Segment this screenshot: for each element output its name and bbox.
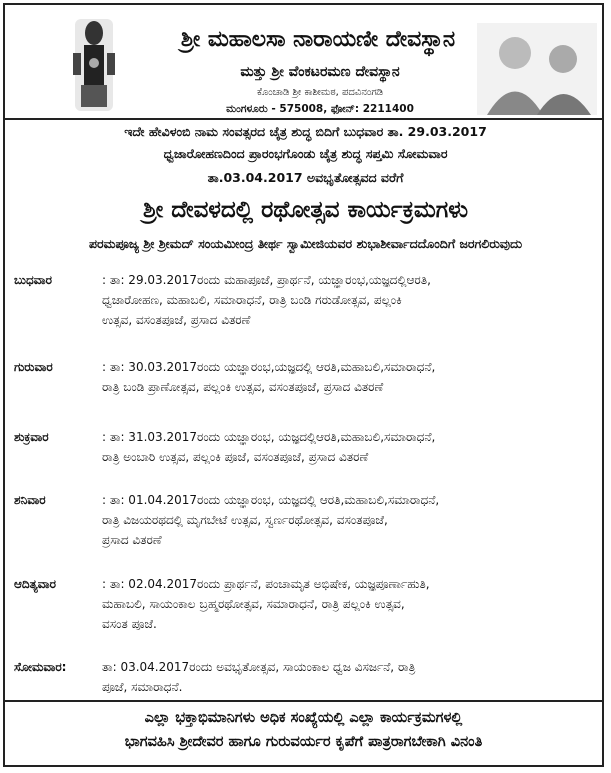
main-title: ಶ್ರೀ ದೇವಳದಲ್ಲಿ ರಥೋತ್ಸವ ಕಾರ್ಯಕ್ರಮಗಳು: [142, 197, 469, 223]
intro-line-3: ತಾ.03.04.2017 ಅವಭೃತೋತ್ಸವದ ವರೆಗೆ: [207, 170, 404, 185]
swamis-photo: [477, 23, 597, 115]
detail-line: ರಾತ್ರಿ ಬಂಡಿ ಪ್ರಾಣೋತ್ಸವ, ಪಲ್ಲಂಕಿ ಉತ್ಸವ, ವಸಂತಪೂಜೆ, ಪ್ರಸಾದ ವಿತರಣೆ: [102, 380, 384, 394]
day-details: [102, 490, 592, 550]
detail-line: : ತಾ: 30.03.2017ರಂದು ಯಜ್ಞಾರಂಭ,ಯಜ್ಞದಲ್ಲಿ ಆರತಿ,ಮಹಾಬಲಿ,ಸಮಾರಾಧನೆ,: [102, 360, 436, 374]
detail-line: ಪ್ರಸಾದ ವಿತರಣೆ: [102, 533, 162, 547]
detail-line: : ತಾ: 31.03.2017ರಂದು ಯಜ್ಞಾರಂಭ, ಯಜ್ಞದಲ್ಲಿಆರತಿ,ಮಹಾಬಲಿ,ಸಮಾರಾಧನೆ,: [102, 430, 436, 444]
temple-subtitle: ಮತ್ತು ಶ್ರೀ ವೆಂಕಟರಮಣ ದೇವಸ್ಥಾನ: [240, 64, 400, 80]
intro-line-1: ಇದೇ ಹೇವಿಳಂಬಿ ನಾಮ ಸಂವತ್ಸರದ ಚೈತ್ರ ಶುದ್ಧ ಬಿದಿಗೆ ಬುಧವಾರ ತಾ. 29.03.2017: [124, 124, 487, 139]
detail-line: ಮಹಾಬಲಿ, ಸಾಯಂಕಾಲ ಬ್ರಹ್ಮರಥೋತ್ಸವ, ಸಮಾರಾಧನೆ, ರಾತ್ರಿ ಪಲ್ಲಂಕಿ ಉತ್ಸವ,: [102, 597, 405, 611]
day-details: [102, 657, 592, 697]
footer-line-2: ಭಾಗವಹಿಸಿ ಶ್ರೀದೇವರ ಹಾಗೂ ಗುರುವರ್ಯರ ಕೃಪೆಗೆ ಪಾತ್ರರಾಗಬೇಕಾಗಿ ವಿನಂತಿ: [124, 734, 483, 750]
day-name: ಬುಧವಾರ: [14, 273, 52, 287]
header: [5, 5, 602, 118]
temple-title: ಶ್ರೀ ಮಹಾಲಸಾ ನಾರಾಯಣೀ ದೇವಸ್ಥಾನ: [180, 27, 456, 52]
detail-line: : ತಾ: 02.04.2017ರಂದು ಪ್ರಾರ್ಥನೆ, ಪಂಚಾಮೃತ ಅಭಿಷೇಕ, ಯಜ್ಞಪೂರ್ಣಾಹುತಿ,: [102, 577, 430, 591]
day-name: ಶನಿವಾರ: [14, 493, 46, 507]
detail-line: ತಾ: 03.04.2017ರಂದು ಅವಭೃತೋತ್ಸವ, ಸಾಯಂಕಾಲ ಧ್ವಜ ವಿಸರ್ಜನೆ, ರಾತ್ರಿ: [102, 660, 416, 674]
day-name: ಸೋಮವಾರ:: [14, 660, 67, 674]
detail-line: ರಾತ್ರಿ ಅಂಬಾರಿ ಉತ್ಸವ, ಪಲ್ಲಂಕಿ ಪೂಜೆ, ವಸಂತಪೂಜೆ, ಪ್ರಸಾದ ವಿತರಣೆ: [102, 450, 369, 464]
day-details: [102, 574, 592, 634]
detail-line: : ತಾ: 29.03.2017ರಂದು ಮಹಾಪೂಜೆ, ಪ್ರಾರ್ಥನೆ, ಯಜ್ಞಾರಂಭ,ಯಜ್ಞದಲ್ಲಿಆರತಿ,: [102, 273, 431, 287]
day-details: [102, 427, 592, 467]
detail-line: ಧ್ವಜಾರೋಹಣ, ಮಹಾಬಲಿ, ಸಮಾರಾಧನೆ, ರಾತ್ರಿ ಬಂಡಿ ಗರುಡೋತ್ಸವ, ಪಲ್ಲಂಕಿ: [102, 293, 402, 307]
detail-line: ಪೂಜೆ, ಸಮಾರಾಧನೆ.: [102, 680, 183, 694]
day-name: ಶುಕ್ರವಾರ: [14, 430, 49, 444]
divider: [5, 118, 602, 120]
footer-line-1: ಎಲ್ಲಾ ಭಕ್ತಾಭಿಮಾನಿಗಳು ಅಧಿಕ ಸಂಖ್ಯೆಯಲ್ಲಿ ಎಲ್ಲಾ ಕಾರ್ಯಕ್ರಮಗಳಲ್ಲಿ: [144, 710, 463, 726]
intro-line-2: ಧ್ವಜಾರೋಹಣದಿಂದ ಪ್ರಾರಂಭಗೊಂಡು ಚೈತ್ರ ಶುದ್ಧ ಸಪ್ತಮಿ ಸೋಮವಾರ: [163, 146, 448, 161]
divider: [5, 700, 602, 702]
day-details: [102, 270, 592, 330]
detail-line: ರಾತ್ರಿ ವಿಜಯರಥದಲ್ಲಿ ಮೃಗಬೇಟೆ ಉತ್ಸವ, ಸ್ವರ್ಣರಥೋತ್ಸವ, ವಸಂತಪೂಜೆ,: [102, 513, 388, 527]
day-name: ಗುರುವಾರ: [14, 360, 53, 374]
temple-location: ಕೊಂಚಾಡಿ ಶ್ರೀ ಕಾಶೀಮಠ, ಪದವಿನಂಗಡಿ: [256, 87, 384, 98]
detail-line: ವಸಂತ ಪೂಜೆ.: [102, 617, 157, 631]
detail-line: ಉತ್ಸವ, ವಸಂತಪೂಜೆ, ಪ್ರಸಾದ ವಿತರಣೆ: [102, 313, 251, 327]
detail-line: : ತಾ: 01.04.2017ರಂದು ಯಜ್ಞಾರಂಭ, ಯಜ್ಞದಲ್ಲಿ ಆರತಿ,ಮಹಾಬಲಿ,ಸಮಾರಾಧನೆ,: [102, 493, 440, 507]
day-details: [102, 357, 592, 397]
day-name: ಆದಿತ್ಯವಾರ: [14, 577, 56, 591]
deity-image: [65, 17, 123, 113]
blessing-line: ಪರಮಪೂಜ್ಯ ಶ್ರೀ ಶ್ರೀಮದ್ ಸಂಯಮೀಂದ್ರ ತೀರ್ಥ ಸ್ವಾಮೀಜಿಯವರ ಶುಭಾಶೀರ್ವಾದದೊಂದಿಗೆ ಜರಗಲಿರುವುದು: [88, 236, 523, 251]
temple-address: ಮಂಗಳೂರು - 575008, ಫೋನ್: 2211400: [226, 103, 414, 115]
